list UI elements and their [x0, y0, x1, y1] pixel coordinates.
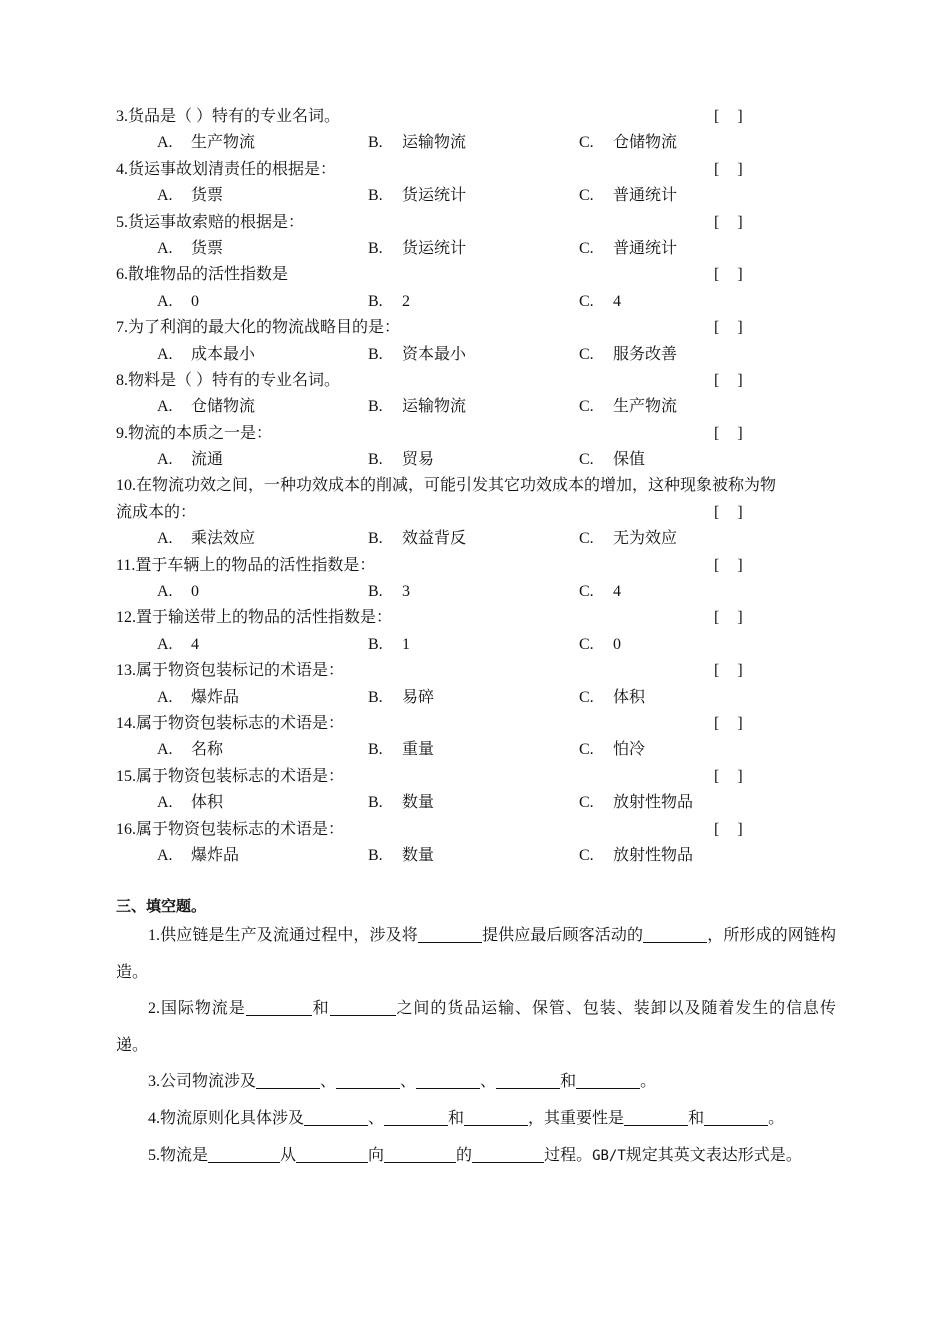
option-b[interactable] — [368, 526, 466, 552]
option-letter: C. — [579, 688, 594, 706]
options-row — [116, 843, 766, 869]
fill-text: 、 — [400, 1073, 417, 1091]
bracket-close: ] — [737, 556, 743, 574]
bracket-open: [ — [714, 319, 720, 337]
answer-bracket[interactable] — [714, 817, 743, 843]
option-letter: C. — [579, 846, 594, 864]
option-letter: C. — [579, 134, 594, 152]
bracket-close: ] — [737, 160, 743, 178]
option-text: 数量 — [402, 794, 435, 812]
option-letter: B. — [368, 239, 383, 257]
answer-bracket[interactable] — [714, 262, 743, 288]
answer-bracket[interactable] — [714, 658, 743, 684]
option-text: 运输物流 — [402, 134, 467, 152]
option-b[interactable] — [368, 130, 466, 156]
option-letter: C. — [579, 239, 594, 257]
option-b[interactable] — [368, 632, 410, 658]
option-text: 货票 — [191, 187, 224, 205]
option-text: 3 — [402, 583, 410, 601]
option-text: 4 — [613, 583, 621, 601]
bracket-open: [ — [714, 767, 720, 785]
option-letter: B. — [368, 187, 383, 205]
option-letter: A. — [157, 583, 173, 601]
option-text: 成本最小 — [191, 345, 256, 363]
question-text: 10.在物流功效之间，一种功效成本的削减，可能引发其它功效成本的增加，这种现象被称为物流成本的： — [116, 477, 777, 521]
fill-text: 3.公司物流涉及 — [148, 1073, 257, 1091]
option-letter: B. — [368, 846, 383, 864]
option-letter: B. — [368, 134, 383, 152]
answer-blank[interactable] — [624, 1109, 688, 1126]
fill-text: 和 — [311, 1000, 330, 1018]
option-b[interactable] — [368, 289, 410, 315]
option-text: 乘法效应 — [191, 530, 256, 548]
fill-text: ，其重要性是 — [528, 1109, 625, 1127]
bracket-close: ] — [737, 319, 743, 337]
fill-text: 过程。 — [544, 1146, 593, 1164]
question-stem — [116, 210, 766, 236]
bracket-close: ] — [737, 503, 743, 521]
option-b[interactable] — [368, 183, 466, 209]
option-c[interactable] — [579, 342, 677, 368]
options-row — [116, 579, 766, 605]
option-c[interactable] — [579, 526, 677, 552]
option-a[interactable] — [157, 843, 239, 869]
answer-blank[interactable] — [296, 1146, 368, 1163]
option-letter: B. — [368, 741, 383, 759]
answer-bracket[interactable] — [714, 157, 743, 183]
option-letter: B. — [368, 345, 383, 363]
answer-blank[interactable] — [246, 999, 312, 1016]
options-row — [116, 130, 766, 156]
answer-bracket[interactable] — [714, 500, 743, 526]
answer-bracket[interactable] — [714, 605, 743, 631]
fill-text: 4.物流原则化具体涉及 — [148, 1109, 305, 1127]
option-a[interactable] — [157, 737, 223, 763]
bracket-open: [ — [714, 662, 720, 680]
options-row — [116, 447, 766, 473]
fill-text: 、 — [480, 1073, 497, 1091]
option-text: 仓储物流 — [613, 134, 678, 152]
question-text: 7.为了利润的最大化的物流战略目的是： — [116, 319, 401, 337]
answer-blank[interactable] — [384, 1146, 456, 1163]
options-row — [116, 526, 766, 552]
option-text: 名称 — [191, 741, 224, 759]
option-c[interactable] — [579, 685, 645, 711]
fill-text: 提供应最后顾客活动的 — [481, 927, 644, 944]
option-c[interactable] — [579, 632, 621, 658]
option-letter: C. — [579, 794, 594, 812]
option-letter: A. — [157, 530, 173, 548]
fill-text: 的 — [456, 1146, 473, 1164]
option-letter: A. — [157, 846, 173, 864]
fill-text: 2.国际物流是 — [148, 1000, 246, 1018]
option-letter: A. — [157, 239, 173, 257]
option-c[interactable] — [579, 447, 645, 473]
option-letter: C. — [579, 398, 594, 416]
answer-blank[interactable] — [256, 1072, 320, 1089]
bracket-open: [ — [714, 556, 720, 574]
question-text: 15.属于物资包装标志的术语是： — [116, 767, 345, 785]
bracket-close: ] — [737, 662, 743, 680]
options-row — [116, 236, 766, 262]
fill-text: 规定其英文表达形式是 — [625, 1146, 786, 1164]
option-letter: C. — [579, 530, 594, 548]
options-row — [116, 685, 766, 711]
answer-blank[interactable] — [464, 1109, 528, 1126]
option-text: 无为效应 — [613, 530, 678, 548]
option-c[interactable] — [579, 130, 677, 156]
option-b[interactable] — [368, 236, 466, 262]
option-text: 怕冷 — [613, 741, 646, 759]
question-stem — [116, 764, 766, 790]
option-a[interactable] — [157, 289, 199, 315]
question-text: 16.属于物资包装标志的术语是： — [116, 820, 345, 838]
answer-bracket[interactable] — [714, 764, 743, 790]
option-c[interactable] — [579, 289, 621, 315]
bracket-open: [ — [714, 820, 720, 838]
bracket-close: ] — [737, 820, 743, 838]
option-letter: A. — [157, 635, 173, 653]
fill-item-4 — [116, 1101, 836, 1138]
answer-blank[interactable] — [336, 1072, 400, 1089]
option-b[interactable] — [368, 342, 466, 368]
question-text: 5.货运事故索赔的根据是： — [116, 213, 305, 231]
option-text: 服务改善 — [613, 345, 678, 363]
option-letter: A. — [157, 794, 173, 812]
option-b[interactable] — [368, 579, 410, 605]
multiple-choice-section — [116, 104, 777, 869]
option-text: 贸易 — [402, 451, 435, 469]
option-letter: A. — [157, 292, 173, 310]
fill-text: 、 — [368, 1109, 385, 1127]
answer-blank[interactable] — [330, 999, 396, 1016]
answer-blank[interactable] — [304, 1109, 368, 1126]
option-a[interactable] — [157, 526, 255, 552]
question-stem — [116, 315, 766, 341]
option-text: 爆炸品 — [191, 688, 240, 706]
question-stem — [116, 473, 777, 526]
option-text: 运输物流 — [402, 398, 467, 416]
fill-text: 和 — [448, 1109, 465, 1127]
option-a[interactable] — [157, 790, 223, 816]
bracket-open: [ — [714, 371, 720, 389]
bracket-close: ] — [737, 767, 743, 785]
answer-bracket[interactable] — [714, 210, 743, 236]
option-b[interactable] — [368, 685, 434, 711]
answer-bracket[interactable] — [714, 104, 743, 130]
option-a[interactable] — [157, 342, 255, 368]
option-text: 货运统计 — [402, 187, 467, 205]
option-text: 货票 — [191, 239, 224, 257]
question-stem — [116, 553, 766, 579]
option-text: 普通统计 — [613, 239, 678, 257]
option-text: 普通统计 — [613, 187, 678, 205]
answer-blank[interactable] — [472, 1146, 544, 1163]
option-letter: C. — [579, 635, 594, 653]
option-a[interactable] — [157, 579, 199, 605]
answer-bracket[interactable] — [714, 421, 743, 447]
fill-text: 。 — [768, 1109, 785, 1127]
answer-bracket[interactable] — [714, 553, 743, 579]
fill-item-2 — [116, 991, 836, 1064]
option-letter: A. — [157, 187, 173, 205]
options-row — [116, 632, 766, 658]
option-text: 易碎 — [402, 688, 435, 706]
option-b[interactable] — [368, 790, 434, 816]
option-text: 数量 — [402, 846, 435, 864]
option-letter: C. — [579, 292, 594, 310]
fill-text: 5.物流是 — [148, 1146, 209, 1164]
answer-bracket[interactable] — [714, 315, 743, 341]
option-letter: A. — [157, 451, 173, 469]
fill-text: 和 — [560, 1073, 577, 1091]
question-stem — [116, 605, 766, 631]
bracket-open: [ — [714, 213, 720, 231]
answer-blank[interactable] — [208, 1146, 280, 1163]
question-stem — [116, 368, 766, 394]
bracket-close: ] — [737, 715, 743, 733]
answer-bracket[interactable] — [714, 711, 743, 737]
section-title: 三、填空题。 — [116, 899, 207, 915]
option-c[interactable] — [579, 579, 621, 605]
option-a[interactable] — [157, 183, 223, 209]
fill-text: 从 — [280, 1146, 297, 1164]
option-text: 生产物流 — [613, 398, 678, 416]
answer-blank[interactable] — [576, 1072, 640, 1089]
option-letter: C. — [579, 345, 594, 363]
option-b[interactable] — [368, 843, 434, 869]
question-text: 9.物流的本质之一是： — [116, 424, 273, 442]
option-text: 仓储物流 — [191, 398, 256, 416]
standard-code: GB/T — [592, 1147, 626, 1164]
fill-text: 、 — [320, 1073, 337, 1091]
question-text: 13.属于物资包装标记的术语是： — [116, 662, 345, 680]
option-letter: A. — [157, 345, 173, 363]
option-text: 0 — [191, 583, 199, 601]
option-text: 4 — [191, 635, 199, 653]
question-stem — [116, 658, 766, 684]
option-text: 效益背反 — [402, 530, 467, 548]
bracket-close: ] — [737, 371, 743, 389]
option-text: 保值 — [613, 451, 646, 469]
option-letter: A. — [157, 134, 173, 152]
option-letter: B. — [368, 451, 383, 469]
option-letter: C. — [579, 451, 594, 469]
option-text: 1 — [402, 635, 410, 653]
option-text: 体积 — [191, 794, 224, 812]
fill-in-section — [116, 918, 836, 1174]
bracket-open: [ — [714, 108, 720, 125]
question-text: 4.货运事故划清责任的根据是： — [116, 160, 337, 178]
bracket-open: [ — [714, 160, 720, 178]
option-text: 爆炸品 — [191, 846, 240, 864]
option-letter: B. — [368, 688, 383, 706]
question-text: 14.属于物资包装标志的术语是： — [116, 715, 345, 733]
option-b[interactable] — [368, 447, 434, 473]
question-text: 6.散堆物品的活性指数是 — [116, 266, 289, 284]
option-text: 4 — [613, 292, 621, 310]
bracket-close: ] — [737, 266, 743, 284]
option-letter: B. — [368, 583, 383, 601]
options-row — [116, 342, 766, 368]
option-c[interactable] — [579, 236, 677, 262]
fill-text: 和 — [688, 1109, 705, 1127]
bracket-close: ] — [737, 213, 743, 231]
bracket-close: ] — [737, 609, 743, 627]
fill-text: ，所形成的网链构造。 — [116, 927, 836, 981]
bracket-open: [ — [714, 266, 720, 284]
option-a[interactable] — [157, 236, 223, 262]
option-letter: B. — [368, 530, 383, 548]
option-text: 流通 — [191, 451, 224, 469]
question-text: 3.货品是（ ）特有的专业名词。 — [116, 108, 341, 125]
option-b[interactable] — [368, 737, 434, 763]
option-c[interactable] — [579, 183, 677, 209]
option-c[interactable] — [579, 737, 645, 763]
fill-text: 1.供应链是生产及流通过程中，涉及将 — [148, 927, 418, 944]
options-row — [116, 394, 766, 420]
option-text: 体积 — [613, 688, 646, 706]
option-text: 货运统计 — [402, 239, 467, 257]
option-letter: C. — [579, 741, 594, 759]
option-letter: B. — [368, 292, 383, 310]
answer-blank[interactable] — [643, 926, 707, 943]
answer-bracket[interactable] — [714, 368, 743, 394]
fill-text: 向 — [368, 1146, 385, 1164]
option-a[interactable] — [157, 632, 199, 658]
option-text: 0 — [613, 635, 621, 653]
question-stem — [116, 711, 766, 737]
option-letter: B. — [368, 398, 383, 416]
option-a[interactable] — [157, 685, 239, 711]
answer-blank[interactable] — [384, 1109, 448, 1126]
option-letter: A. — [157, 398, 173, 416]
bracket-open: [ — [714, 424, 720, 442]
options-row — [116, 289, 766, 315]
option-text: 生产物流 — [191, 134, 256, 152]
option-b[interactable] — [368, 394, 466, 420]
bracket-close: ] — [737, 424, 743, 442]
bracket-open: [ — [714, 503, 720, 521]
question-stem — [116, 157, 766, 183]
fill-item-1 — [116, 918, 836, 991]
question-text: 12.置于输送带上的物品的活性指数是： — [116, 609, 393, 627]
options-row — [116, 790, 766, 816]
bracket-close: ] — [737, 108, 743, 125]
answer-blank[interactable] — [496, 1072, 560, 1089]
option-letter: C. — [579, 187, 594, 205]
option-c[interactable] — [579, 790, 693, 816]
question-stem — [116, 262, 766, 288]
options-row — [116, 183, 766, 209]
option-text: 0 — [191, 292, 199, 310]
answer-blank[interactable] — [704, 1109, 768, 1126]
option-letter: B. — [368, 794, 383, 812]
question-stem — [116, 421, 766, 447]
fill-text: 。 — [785, 1146, 802, 1164]
option-text: 2 — [402, 292, 410, 310]
answer-blank[interactable] — [416, 1072, 480, 1089]
option-letter: A. — [157, 741, 173, 759]
option-letter: B. — [368, 635, 383, 653]
question-text: 8.物料是（ ）特有的专业名词。 — [116, 371, 341, 389]
option-text: 放射性物品 — [613, 794, 694, 812]
bracket-open: [ — [714, 715, 720, 733]
fill-item-5 — [116, 1138, 836, 1175]
option-a[interactable] — [157, 130, 255, 156]
question-stem — [116, 104, 766, 130]
option-text: 放射性物品 — [613, 846, 694, 864]
options-row — [116, 737, 766, 763]
question-stem — [116, 817, 766, 843]
question-text: 11.置于车辆上的物品的活性指数是： — [116, 556, 376, 574]
option-a[interactable] — [157, 394, 255, 420]
option-letter: C. — [579, 583, 594, 601]
fill-text: 之间的货品运输、保管、包装、装卸以及随着发生的信息传递。 — [116, 1000, 836, 1054]
option-c[interactable] — [579, 843, 693, 869]
answer-blank[interactable] — [418, 926, 482, 943]
fill-item-3 — [116, 1064, 836, 1101]
option-letter: A. — [157, 688, 173, 706]
option-text: 资本最小 — [402, 345, 467, 363]
bracket-open: [ — [714, 609, 720, 627]
option-text: 重量 — [402, 741, 435, 759]
option-a[interactable] — [157, 447, 223, 473]
fill-text: 。 — [640, 1073, 657, 1091]
option-c[interactable] — [579, 394, 677, 420]
